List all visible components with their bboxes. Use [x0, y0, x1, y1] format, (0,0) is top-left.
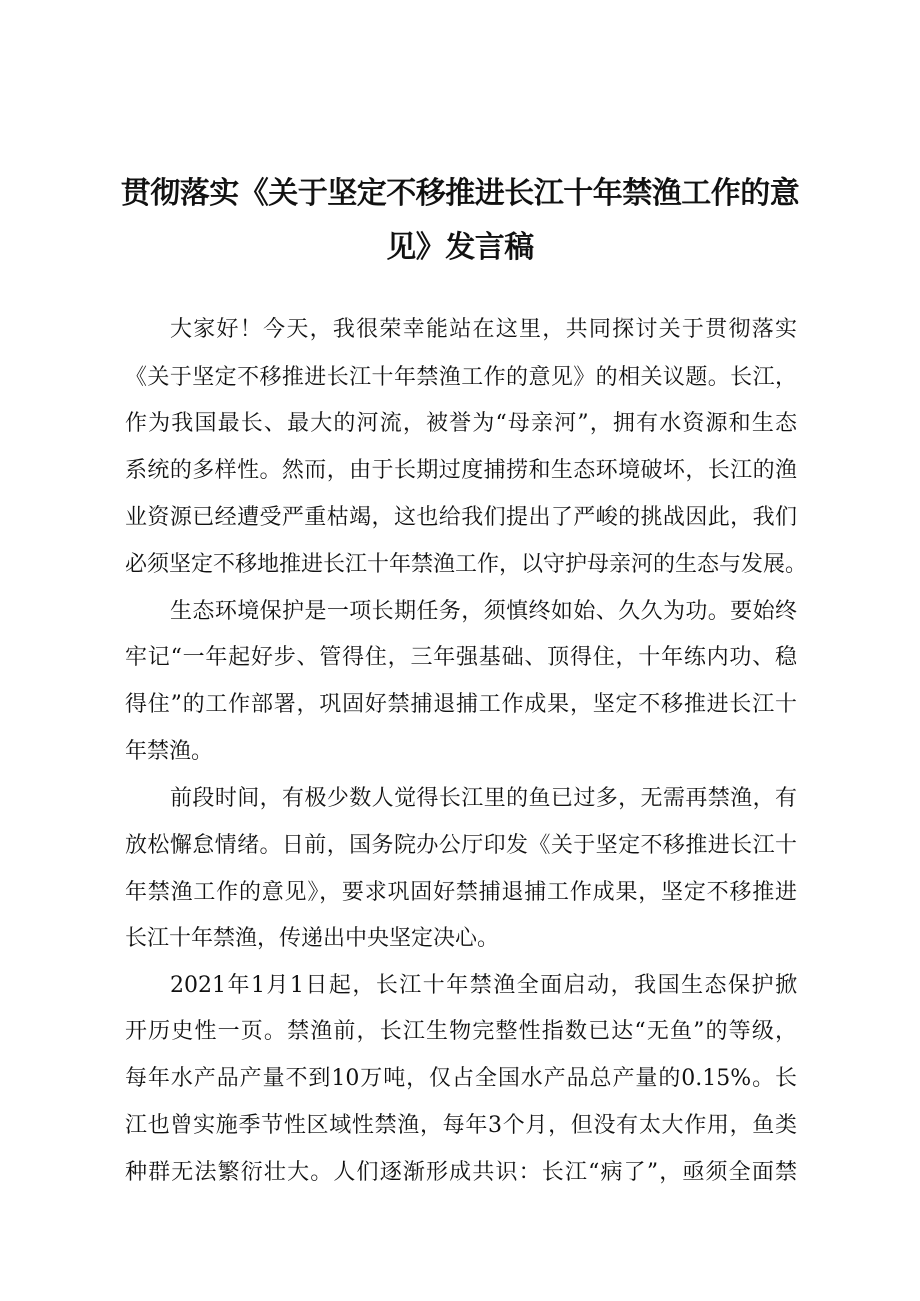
paragraph-1-line-6: 必须坚定不移地推进长江十年禁渔工作，以守护母亲河的生态与发展。 [125, 552, 808, 577]
paragraph-4-line-5: 种群无法繁衍壮大。人们逐渐形成共识：长江“病了”，亟须全面禁 [125, 1160, 797, 1185]
paragraph-1-line-3: 作为我国最长、最大的河流，被誉为“母亲河”，拥有水资源和生态 [125, 411, 797, 436]
paragraph-1-line-2: 《关于坚定不移推进长江十年禁渔工作的意见》的相关议题。长江， [125, 365, 797, 390]
paragraph-1-line-4: 系统的多样性。然而，由于长期过度捕捞和生态环境破坏，长江的渔 [125, 458, 797, 483]
paragraph-4-line-3: 每年水产品产量不到10万吨，仅占全国水产品总产量的0.15%。长 [125, 1066, 797, 1091]
paragraph-3-line-3: 年禁渔工作的意见》，要求巩固好禁捕退捕工作成果，坚定不移推进 [125, 880, 797, 905]
document-title-line-2: 见》发言稿 [386, 230, 534, 265]
paragraph-3-line-2: 放松懈怠情绪。日前，国务院办公厅印发《关于坚定不移推进长江十 [125, 833, 797, 858]
paragraph-2-line-4: 年禁渔。 [125, 739, 214, 764]
paragraph-4-line-2: 开历史性一页。禁渔前，长江生物完整性指数已达“无鱼”的等级， [125, 1019, 797, 1044]
paragraph-1-line-5: 业资源已经遭受严重枯竭，这也给我们提出了严峻的挑战因此，我们 [125, 505, 797, 530]
paragraph-2-line-3: 得住”的工作部署，巩固好禁捕退捕工作成果，坚定不移推进长江十 [125, 692, 797, 717]
paragraph-4-line-4: 江也曾实施季节性区域性禁渔，每年3个月，但没有太大作用，鱼类 [125, 1113, 797, 1138]
document-title-line-1: 贯彻落实《关于坚定不移推进长江十年禁渔工作的意 [120, 176, 800, 211]
paragraph-3-line-4: 长江十年禁渔，传递出中央坚定决心。 [125, 926, 500, 951]
paragraph-1-line-1: 大家好！今天，我很荣幸能站在这里，共同探讨关于贯彻落实 [170, 317, 797, 342]
paragraph-2-line-1: 生态环境保护是一项长期任务，须慎终如始、久久为功。要始终 [170, 599, 797, 624]
paragraph-3-line-1: 前段时间，有极少数人觉得长江里的鱼已过多，无需再禁渔，有 [170, 786, 797, 811]
paragraph-4-line-1: 2021年1月1日起，长江十年禁渔全面启动，我国生态保护掀 [170, 973, 797, 998]
paragraph-2-line-2: 牢记“一年起好步、管得住，三年强基础、顶得住，十年练内功、稳 [125, 645, 797, 670]
